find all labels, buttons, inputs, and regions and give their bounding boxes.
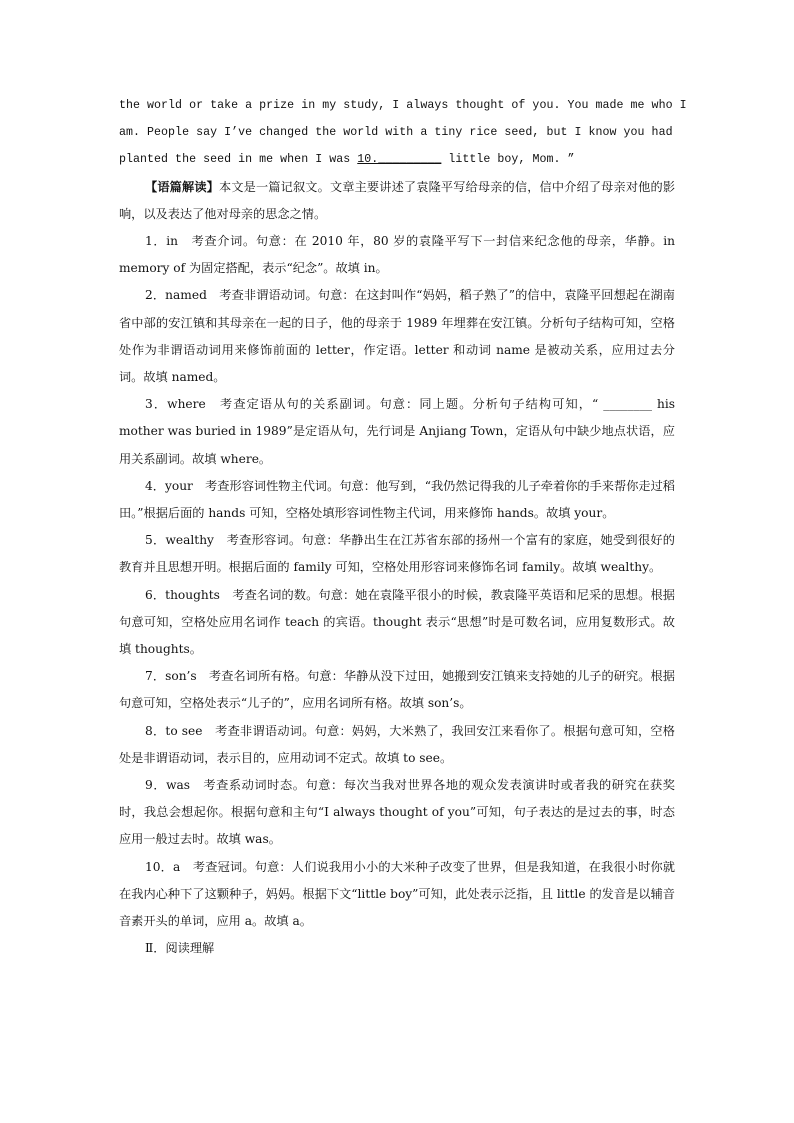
passage-line-3-after: little boy, Mom. ” <box>441 153 575 167</box>
answer-9: 9．was 考查系动词时态。句意：每次当我对世界各地的观众发表演讲时或者我的研究在获奖时，我总会想起你。根据句意和主句“I always thought of you”可知，句子表达的是过去的事，时态应用一般过去时。故填 was。 <box>119 778 675 847</box>
answer-3: 3．where 考查定语从句的关系副词。句意：同上题。分析句子结构可知，“ ________ his mother was buried in 1989”是定语从句，先行词是 Anjiang Town，定语从句中缺少地点状语，应用关系副词。故填 where。 <box>119 397 675 466</box>
answer-8: 8．to see 考查非谓语动词。句意：妈妈，大米熟了，我回安江来看你了。根据句意可知，空格处是非谓语动词，表示目的，应用动词不定式。故填 to see。 <box>119 723 675 765</box>
passage-line-1: the world or take a prize in my study, I always thought of you. You made me who I <box>119 99 687 112</box>
discourse-analysis <box>119 174 675 228</box>
analysis-text: 本文是一篇记叙文。文章主要讲述了袁隆平写给母亲的信，信中介绍了母亲对他的影响，以及表达了他对母亲的思念之情。 <box>119 179 676 221</box>
answer-2: 2．named 考查非谓语动词。句意：在这封叫作“妈妈，稻子熟了”的信中，袁隆平回想起在湖南省中部的安江镇和其母亲在一起的日子，他的母亲于 1989 年埋葬在安江镇。分析句子结构可知，空格处作为非谓语动词用来修饰前面的 letter，作定语。letter 和动词 name 是被动关系，应用过去分词。故填 named。 <box>119 288 675 385</box>
answer-4: 4．your 考查形容词性物主代词。句意：他写到，“我仍然记得我的儿子牵着你的手来帮你走过稻田。”根据后面的 hands 可知，空格处填形容词性物主代词，用来修饰 hands。故填 your。 <box>119 478 675 521</box>
passage-line-3 <box>119 146 675 173</box>
answer-5: 5．wealthy 考查形容词。句意：华静出生在江苏省东部的扬州一个富有的家庭，她受到很好的教育并且思想开明。根据后面的 family 可知，空格处用形容词来修饰名词 family。故填 wealthy。 <box>119 533 675 575</box>
answer-6: 6．thoughts 考查名词的数。句意：她在袁隆平很小的时候，教袁隆平英语和尼采的思想。根据句意可知，空格处应用名词作 teach 的宾语。thought 表示“思想”时是可数名词，应用复数形式。故填 thoughts。 <box>119 587 675 657</box>
answer-1: 1．in 考查介词。句意：在 2010 年，80 岁的袁隆平写下一封信来纪念他的母亲，华静。in memory of 为固定搭配，表示“纪念”。故填 in。 <box>119 234 675 276</box>
passage-line-3-before: planted the seed in me when I was <box>119 153 358 167</box>
analysis-label: 【语篇解读】 <box>145 179 219 194</box>
document-page <box>119 92 687 963</box>
passage-line-2: am. People say I’ve changed the world with a tiny rice seed, but I know you had <box>119 126 673 140</box>
answer-7: 7．son’s 考查名词所有格。句意：华静从没下过田，她搬到安江镇来支持她的儿子的研究。根据句意可知，空格处表示“儿子的”，应用名词所有格。故填 son’s。 <box>119 669 675 711</box>
answer-10: 10．a 考查冠词。句意：人们说我用小小的大米种子改变了世界，但是我知道，在我很小时你就在我内心种下了这颗种子，妈妈。根据下文“little boy”可知，此处表示泛指，且 little 的发音是以辅音音素开头的单词，应用 a。故填 a。 <box>119 859 675 929</box>
passage-ending <box>119 92 687 174</box>
section-title-reading: Ⅱ．阅读理解 <box>145 941 215 956</box>
blank-10: 10._________ <box>357 153 442 167</box>
